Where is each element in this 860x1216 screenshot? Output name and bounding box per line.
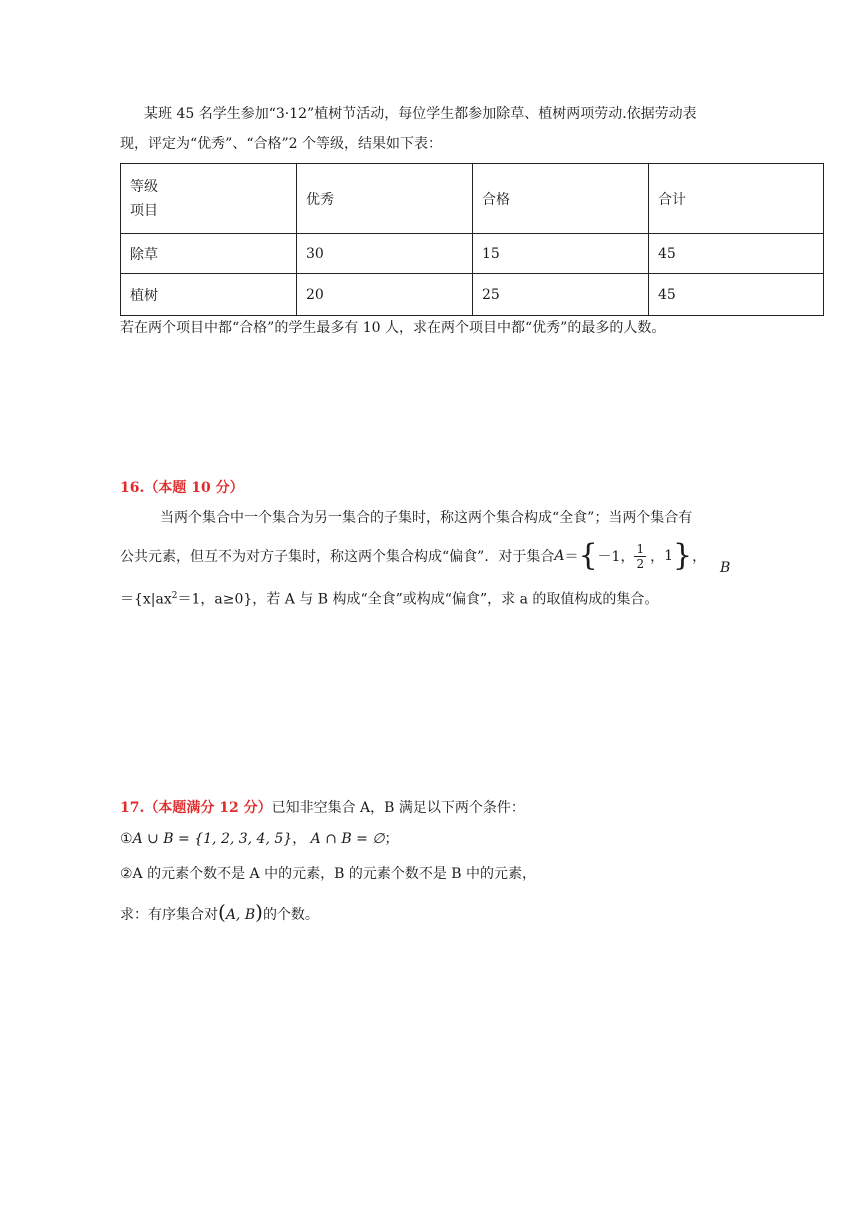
set-b-def: ＝{x|ax [120, 591, 172, 608]
table-cell: 15 [473, 234, 649, 274]
ordered-pair: A, B [225, 907, 256, 923]
table-header-row [121, 164, 824, 234]
col-header-excellent: 优秀 [297, 164, 473, 234]
q16-line2: 公共元素，但互不为对方子集时，称这两个集合构成“偏食”．对于集合 A ＝ { －1， $\frac{1}{2}$ ， 1 } ， [120, 538, 707, 573]
header-item-label: 项目 [130, 202, 158, 219]
grade-table [120, 163, 824, 316]
q16-line1: 当两个集合中一个集合为另一集合的子集时，称这两个集合构成“全食”；当两个集合有 [160, 510, 693, 526]
left-brace-icon: { [578, 538, 598, 573]
intersection-expression: A ∩ B = ∅ [310, 831, 385, 847]
q17-ask: 求：有序集合对(A, B)的个数。 [120, 900, 319, 924]
q16-line2-suffix: ， [692, 549, 707, 565]
q16-line2-prefix: 公共元素，但互不为对方子集时，称这两个集合构成“偏食”．对于集合 [120, 549, 555, 565]
col-header-total: 合计 [649, 164, 824, 234]
q15-intro-line2: 现，评定为“优秀”、“合格”2 个等级，结果如下表： [120, 136, 442, 152]
q16-line3-rest: ＝1，a≥0}，若 A 与 B 构成“全食”或构成“偏食”，求 a 的取值构成的集合。 [177, 591, 659, 608]
table-cell: 20 [297, 274, 473, 316]
table-cell: 30 [297, 234, 473, 274]
table-row [121, 234, 824, 274]
table-cell: 25 [473, 274, 649, 316]
right-brace-icon: } [673, 538, 693, 573]
fraction-denominator: 2 [636, 556, 645, 571]
set-b-name: B [720, 560, 731, 576]
cond1-separator: ， [292, 831, 307, 847]
row-label-planting: 植树 [121, 274, 297, 316]
set-a-equals: ＝ [564, 549, 579, 565]
ask-suffix: 的个数。 [262, 907, 319, 923]
q17-heading-line [120, 798, 525, 818]
q17-heading-rest: 已知非空集合 A，B 满足以下两个条件： [271, 800, 525, 816]
q16-line3 [120, 586, 658, 610]
table-cell: 45 [649, 234, 824, 274]
q17-condition2: ②A 的元素个数不是 A 中的元素，B 的元素个数不是 B 中的元素， [120, 866, 537, 882]
q15-intro-line1: 某班 45 名学生参加“3·12”植树节活动，每位学生都参加除草、植树两项劳动.依据劳动表 [144, 106, 697, 122]
table-corner-cell [121, 164, 297, 234]
col-header-pass: 合格 [473, 164, 649, 234]
set-a-element-1: 1 [664, 548, 674, 564]
q16-heading: 16.（本题 10 分） [120, 480, 244, 496]
circled-one: ① [120, 831, 133, 847]
q17-heading: 17.（本题满分 12 分） [120, 800, 272, 816]
q15-question: 若在两个项目中都“合格”的学生最多有 10 人，求在两个项目中都“优秀”的最多的人数。 [120, 320, 666, 336]
set-a-name: A [554, 548, 565, 564]
set-a-element-neg1: －1， [597, 549, 635, 565]
table-row [121, 274, 824, 316]
exponent: 2 [171, 591, 178, 601]
table-cell: 45 [649, 274, 824, 316]
row-label-weeding: 除草 [121, 234, 297, 274]
cond1-end: ； [384, 831, 399, 847]
ask-prefix: 求：有序集合对 [120, 907, 218, 923]
fraction-numerator: 1 [636, 541, 645, 556]
union-expression: A ∪ B = {1, 2, 3, 4, 5} [132, 831, 293, 847]
q17-condition1 [120, 829, 399, 849]
fraction-one-half [634, 542, 646, 571]
header-grade-label: 等级 [130, 178, 158, 195]
